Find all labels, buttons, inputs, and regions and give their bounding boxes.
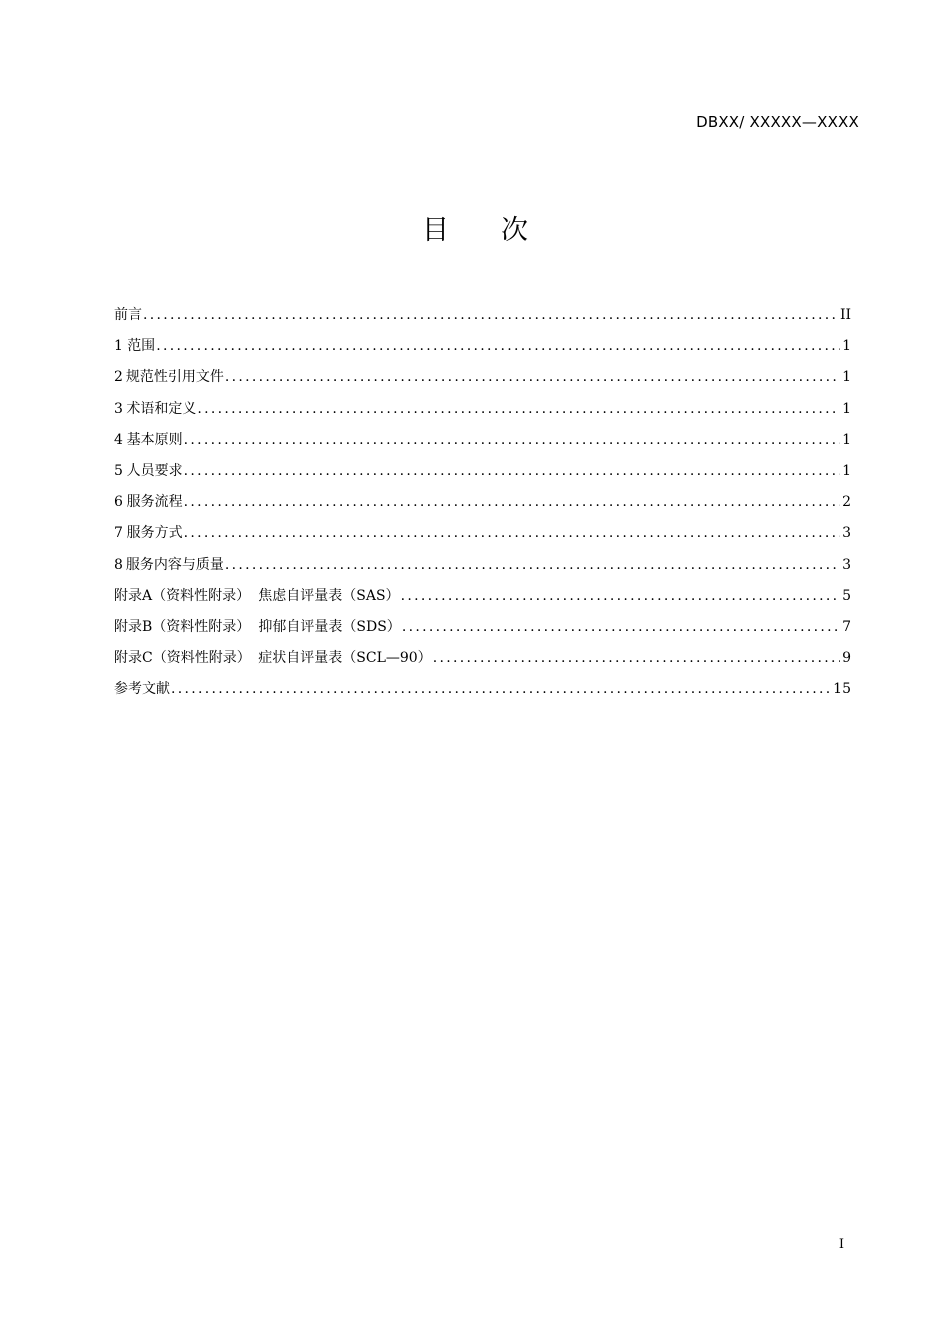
toc-entry-title: 服务内容与质量	[125, 556, 224, 573]
toc-entry[interactable]	[114, 518, 851, 549]
toc-entry-number: 1	[114, 338, 123, 355]
toc-entry-title: 基本原则	[126, 431, 183, 448]
toc-entry[interactable]	[114, 331, 851, 362]
toc-entry-title: 术语和定义	[126, 400, 197, 417]
toc-list	[114, 300, 851, 705]
toc-entry-number: 4	[114, 431, 123, 448]
toc-title	[0, 212, 950, 250]
toc-entry-page: 7	[842, 618, 851, 635]
toc-dot-leader	[184, 425, 840, 456]
toc-entry-title: 附录B（资料性附录）	[114, 618, 251, 635]
toc-entry-subtitle: 焦虑自评量表（SAS）	[258, 587, 400, 604]
toc-entry-number: 6	[114, 494, 123, 511]
toc-entry-page: 1	[842, 338, 851, 355]
toc-entry-page: 1	[842, 369, 851, 386]
toc-entry-page: II	[839, 307, 851, 323]
toc-entry[interactable]	[114, 362, 851, 393]
toc-entry-subtitle: 症状自评量表（SCL—90）	[258, 650, 432, 667]
toc-entry-page: 3	[842, 525, 851, 542]
toc-dot-leader	[402, 612, 840, 643]
toc-dot-leader	[225, 362, 840, 393]
toc-entry[interactable]	[114, 425, 851, 456]
toc-dot-leader	[197, 394, 840, 425]
toc-entry-page: 9	[842, 650, 851, 667]
toc-entry-number: 2	[114, 369, 123, 386]
toc-entry-page: 2	[842, 494, 851, 511]
toc-entry[interactable]	[114, 394, 851, 425]
toc-entry[interactable]	[114, 581, 851, 612]
toc-entry-title: 附录C（资料性附录）	[114, 650, 251, 667]
toc-entry[interactable]	[114, 612, 851, 643]
toc-entry-title: 规范性引用文件	[125, 369, 224, 386]
toc-entry-number: 3	[114, 400, 123, 417]
toc-entry-title: 人员要求	[126, 462, 183, 479]
toc-entry-number: 7	[114, 525, 123, 542]
toc-entry-page: 15	[833, 681, 851, 698]
toc-entry-page: 1	[842, 431, 851, 448]
toc-entry-title: 前言	[114, 307, 142, 323]
toc-entry[interactable]	[114, 550, 851, 581]
toc-entry-page: 1	[842, 462, 851, 479]
toc-dot-leader	[156, 331, 840, 362]
toc-dot-leader	[433, 643, 840, 674]
toc-dot-leader	[401, 581, 841, 612]
toc-entry-title: 参考文献	[114, 681, 170, 698]
toc-entry-title: 范围	[127, 338, 156, 355]
toc-dot-leader	[184, 456, 840, 487]
toc-entry-title: 服务方式	[126, 525, 183, 542]
toc-entry-page: 1	[842, 400, 851, 417]
page-number: I	[838, 1237, 844, 1252]
toc-entry-subtitle: 抑郁自评量表（SDS）	[258, 618, 401, 635]
toc-entry[interactable]	[114, 643, 851, 674]
toc-title-char-2: 次	[501, 215, 528, 246]
toc-entry-number: 5	[114, 462, 123, 479]
toc-entry-title: 服务流程	[126, 494, 183, 511]
toc-entry[interactable]	[114, 456, 851, 487]
toc-entry-page: 3	[842, 556, 851, 573]
toc-entry[interactable]	[114, 674, 851, 705]
toc-entry-page: 5	[842, 587, 851, 604]
toc-dot-leader	[143, 300, 838, 331]
document-code: DBXX/ XXXXX—XXXX	[696, 113, 859, 131]
toc-entry[interactable]	[114, 487, 851, 518]
toc-entry-title: 附录A（资料性附录）	[114, 587, 251, 604]
toc-dot-leader	[171, 674, 831, 705]
toc-dot-leader	[184, 518, 840, 549]
toc-entry-number: 8	[114, 556, 123, 573]
toc-title-char-1: 目	[422, 215, 449, 246]
toc-dot-leader	[225, 550, 840, 581]
toc-entry[interactable]	[114, 300, 851, 331]
toc-dot-leader	[184, 487, 840, 518]
